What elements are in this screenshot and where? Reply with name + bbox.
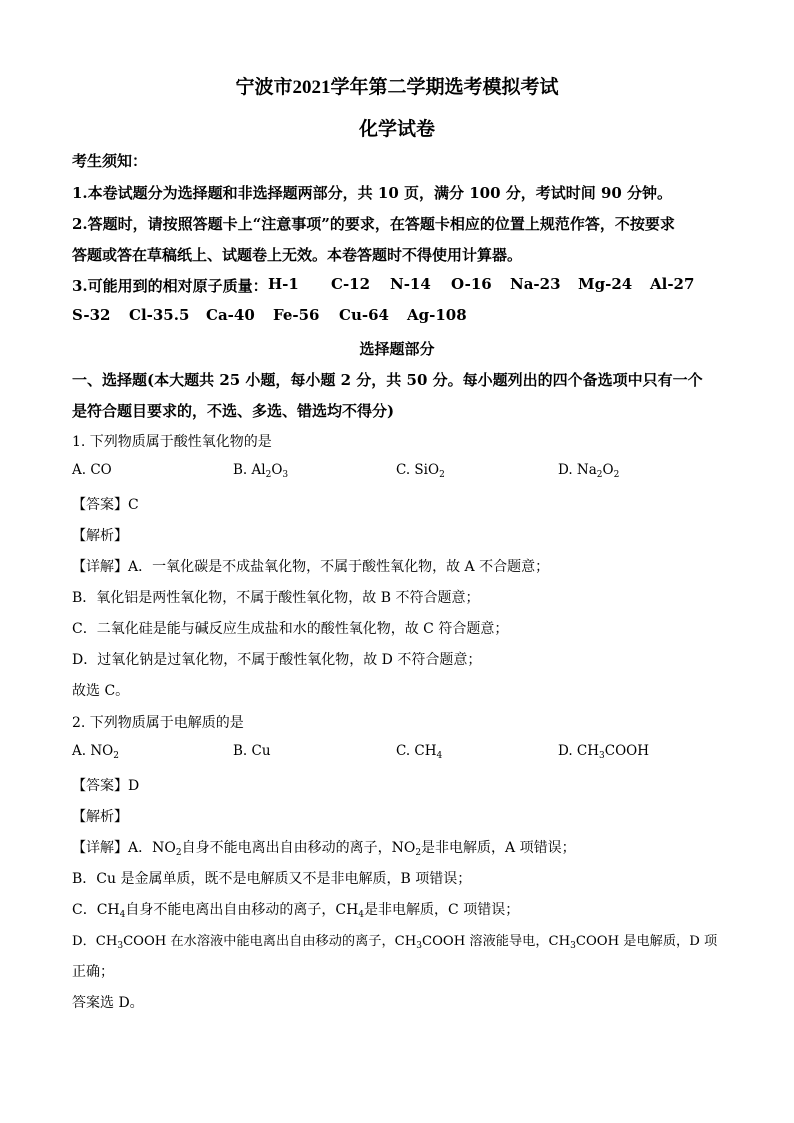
question-2-option-a: A. $NO_2$ xyxy=(72,743,119,761)
notice-item-2: 2.答题时，请按照答题卡上“注意事项”的要求，在答题卡相应的位置上规范作答，不按要求 xyxy=(72,215,675,233)
atomic-mass: Cl-35.5 xyxy=(129,306,190,324)
atomic-mass: Cu-64 xyxy=(339,306,389,324)
question-1-stem: 1. 下列物质属于酸性氧化物的是 xyxy=(72,434,272,450)
question-1-conclusion: 故选 C。 xyxy=(72,683,130,699)
atomic-mass: O-16 xyxy=(451,275,492,293)
page-subtitle: 化学试卷 xyxy=(358,118,435,140)
page-title: 宁波市2021学年第二学期选考模拟考试 xyxy=(235,76,559,98)
atomic-mass: Ag-108 xyxy=(407,306,467,324)
question-2-conclusion: 答案选 D。 xyxy=(72,995,144,1011)
notice-heading: 考生须知： xyxy=(72,152,148,170)
question-2-option-c: C. $CH_4$ xyxy=(396,743,443,761)
atomic-mass: Fe-56 xyxy=(273,306,320,324)
question-2-detail: C．$CH_4$自身不能电离出自由移动的离子，$CH_4$是非电解质，C 项错误； xyxy=(72,902,520,920)
question-2-detail: B．Cu 是金属单质，既不是电解质又不是非电解质，B 项错误； xyxy=(72,871,472,887)
atomic-mass: S-32 xyxy=(72,306,111,324)
section-intro: 一、选择题(本大题共 25 小题，每小题 2 分，共 50 分。每小题列出的四个备选项中只有一个 xyxy=(72,371,703,389)
question-1-detail: B．氧化铝是两性氧化物，不属于酸性氧化物，故 B 不符合题意； xyxy=(72,590,480,606)
question-1-option-d: D. $Na_2O_2$ xyxy=(558,462,620,480)
question-1-detail: 【详解】A．一氧化碳是不成盐氧化物，不属于酸性氧化物，故 A 不合题意； xyxy=(72,559,550,575)
notice-item-2-cont: 答题或答在草稿纸上、试题卷上无效。本卷答题时不得使用计算器。 xyxy=(72,246,523,264)
question-1-option-c: C. SiO$_2$ xyxy=(396,462,445,480)
atomic-mass: Mg-24 xyxy=(578,275,633,293)
question-1-answer: 【答案】C xyxy=(72,497,139,513)
question-2-option-b: B. Cu xyxy=(233,743,271,759)
atomic-mass: Al-27 xyxy=(650,275,695,293)
question-2-detail: 【详解】A．$NO_2$自身不能电离出自由移动的离子，$NO_2$是非电解质，A 项错误； xyxy=(72,840,576,858)
atomic-mass: N-14 xyxy=(390,275,431,293)
question-2-analysis-label: 【解析】 xyxy=(72,809,128,825)
question-1-option-a: A. CO xyxy=(72,462,112,478)
question-2-stem: 2. 下列物质属于电解质的是 xyxy=(72,715,244,731)
question-1-option-b: B. $Al_2O_3$ xyxy=(233,462,289,480)
question-2-option-d: D. $CH_3COOH$ xyxy=(558,743,650,761)
question-1-detail: C．二氧化硅是能与碱反应生成盐和水的酸性氧化物，故 C 符合题意； xyxy=(72,621,509,637)
section-intro-cont: 是符合题目要求的，不选、多选、错选均不得分) xyxy=(72,402,395,420)
question-2-answer: 【答案】D xyxy=(72,778,140,794)
section-title: 选择题部分 xyxy=(359,340,435,358)
question-2-detail-cont: 正确； xyxy=(72,964,114,980)
question-1-detail: D．过氧化钠是过氧化物，不属于酸性氧化物，故 D 不符合题意； xyxy=(72,652,482,668)
atomic-mass: Na-23 xyxy=(510,275,561,293)
question-2-detail: D．$CH_3COOH$ 在水溶液中能电离出自由移动的离子，$CH_3COOH$ 溶液能导电，$CH_3COOH$ 是电解质，D 项 xyxy=(72,934,718,951)
atomic-mass: H-1 xyxy=(268,275,299,293)
question-1-analysis-label: 【解析】 xyxy=(72,528,128,544)
notice-item-3-label: 3.可能用到的相对原子质量： xyxy=(72,277,268,295)
notice-item-1: 1.本卷试题分为选择题和非选择题两部分，共 10 页，满分 100 分，考试时间 90 分钟。 xyxy=(72,184,673,202)
atomic-mass: Ca-40 xyxy=(206,306,255,324)
atomic-mass: C-12 xyxy=(331,275,371,293)
